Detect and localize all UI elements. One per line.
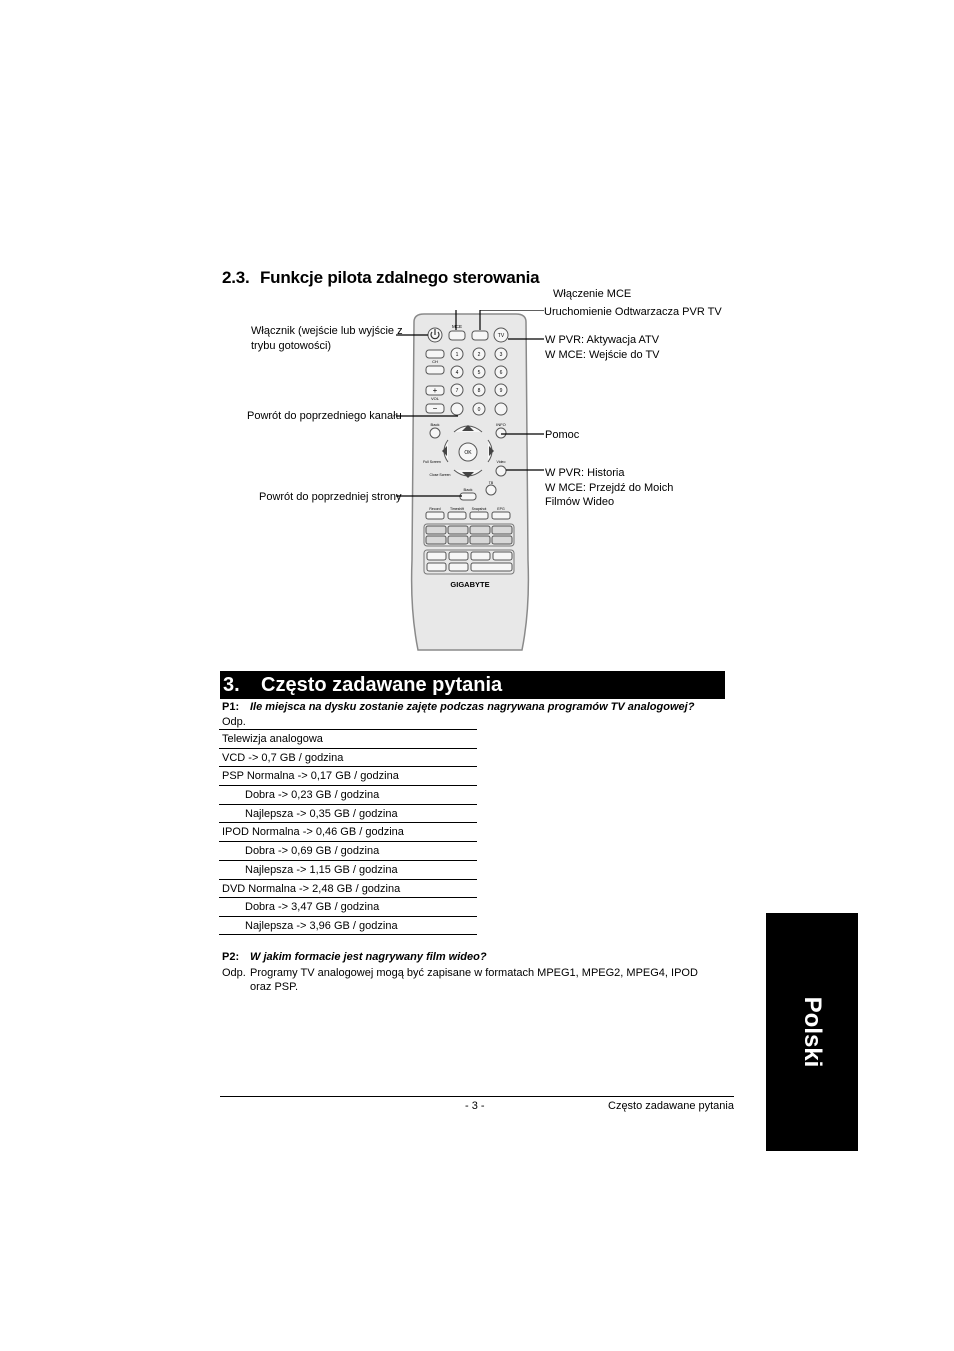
- table-cell: Najlepsza -> 0,35 GB / godzina: [245, 807, 398, 820]
- chapter-number: 3.: [223, 674, 240, 696]
- svg-text:Record: Record: [429, 507, 441, 511]
- table-row: [219, 822, 477, 841]
- table-cell: Telewizja analogowa: [222, 733, 323, 745]
- table-row: [219, 897, 477, 916]
- table-row: [219, 804, 477, 823]
- section-title: Funkcje pilota zdalnego sterowania: [260, 268, 540, 287]
- video-key: [496, 466, 506, 476]
- svg-text:Video: Video: [496, 460, 506, 464]
- svg-text:EPG: EPG: [497, 507, 505, 511]
- callout-prev-channel: Powrót do poprzedniego kanału: [247, 410, 402, 422]
- callout-prev-page: Powrót do poprzedniej strony: [259, 491, 402, 503]
- chapter-heading: [223, 674, 502, 697]
- table-row: [219, 860, 477, 879]
- svg-text:−: −: [432, 404, 438, 413]
- page-number: - 3 -: [465, 1100, 485, 1112]
- svg-text:1: 1: [455, 352, 459, 358]
- svg-text:Snapshot: Snapshot: [471, 507, 487, 511]
- table-cell: Najlepsza -> 3,96 GB / godzina: [245, 919, 398, 932]
- remote-brand-logo: GIGABYTE: [450, 580, 490, 589]
- section-heading: [222, 268, 539, 288]
- callout-pvr-launch: Uruchomienie Odtwarzacza PVR TV: [544, 306, 722, 318]
- footer-rule: [220, 1096, 734, 1097]
- callout-power: Włącznik (wejście lub wyjście z trybu gotowości): [251, 325, 403, 352]
- svg-text:8: 8: [477, 388, 481, 394]
- table-cell: VCD -> 0,7 GB / godzina: [222, 751, 344, 764]
- pvr-key: [472, 331, 488, 340]
- svg-text:Close Screen: Close Screen: [429, 473, 451, 477]
- remote-control-illustration: [396, 310, 544, 656]
- svg-text:+: +: [432, 386, 438, 395]
- table-cell: Dobra -> 3,47 GB / godzina: [245, 901, 380, 914]
- svg-text:9: 9: [499, 388, 503, 394]
- table-row: [219, 785, 477, 804]
- table-row: [219, 729, 477, 748]
- svg-text:OK: OK: [464, 450, 472, 456]
- svg-text:0: 0: [477, 407, 481, 413]
- svg-text:2: 2: [477, 352, 481, 358]
- svg-text:4: 4: [455, 370, 459, 376]
- table-row: [219, 766, 477, 785]
- back-key: [460, 493, 476, 500]
- table-row: [219, 748, 477, 767]
- callout-history: W PVR: Historia W MCE: Przejdź do Moich Filmów Wideo: [545, 467, 674, 508]
- table-row: [219, 879, 477, 898]
- question-1-label: P1:: [222, 701, 240, 713]
- table-cell: Dobra -> 0,23 GB / godzina: [245, 789, 380, 802]
- table-row: [219, 916, 477, 935]
- footer-title: Często zadawane pytania: [608, 1100, 734, 1112]
- table-cell: PSP Normalna -> 0,17 GB / godzina: [222, 770, 399, 783]
- answer-2: [222, 966, 722, 994]
- callout-atv: W PVR: Aktywacja ATV W MCE: Wejście do TV: [545, 334, 660, 361]
- svg-text:Back: Back: [430, 422, 440, 427]
- svg-text:VOL: VOL: [430, 396, 440, 401]
- svg-text:CH: CH: [432, 359, 438, 364]
- question-2: [222, 951, 487, 963]
- chapter-title: Często zadawane pytania: [261, 674, 503, 696]
- answer-2-text: Programy TV analogowej mogą być zapisane w formatach MPEG1, MPEG2, MPEG4, IPOD oraz PSP.: [250, 967, 698, 993]
- svg-text:Full Screen: Full Screen: [423, 460, 441, 464]
- question-2-text: W jakim formacie jest nagrywany film wideo?: [250, 951, 487, 963]
- svg-text:Timeshift: Timeshift: [449, 507, 465, 511]
- svg-text:5: 5: [477, 370, 481, 376]
- table-cell: Najlepsza -> 1,15 GB / godzina: [245, 863, 398, 876]
- table-cell: IPOD Normalna -> 0,46 GB / godzina: [222, 826, 404, 839]
- svg-text:INFO: INFO: [496, 422, 506, 427]
- question-2-label: P2:: [222, 951, 240, 963]
- question-1: [222, 701, 694, 713]
- callout-help: Pomoc: [545, 429, 580, 441]
- svg-text:7: 7: [455, 388, 459, 394]
- table-cell: Dobra -> 0,69 GB / godzina: [245, 845, 380, 858]
- recall-key: [451, 403, 463, 415]
- callout-mce-on: Włączenie MCE: [553, 288, 632, 300]
- question-1-text: Ile miejsca na dysku zostanie zajęte podczas nagrywana programów TV analogowej?: [250, 701, 695, 713]
- section-number: 2.3.: [222, 268, 250, 287]
- svg-text:3: 3: [499, 352, 503, 358]
- svg-text:TB: TB: [488, 481, 494, 485]
- table-row: [219, 841, 477, 860]
- help-key: [496, 428, 506, 438]
- mce-key: [449, 331, 465, 340]
- answer-1-label: Odp.: [222, 716, 246, 728]
- answer-2-label: Odp.: [222, 967, 246, 979]
- language-side-tab-label: Polski: [799, 996, 826, 1068]
- svg-text:Back: Back: [463, 487, 473, 492]
- svg-text:MCE: MCE: [452, 324, 462, 329]
- table-cell: DVD Normalna -> 2,48 GB / godzina: [222, 882, 401, 895]
- storage-table: [219, 729, 477, 935]
- svg-text:TV: TV: [497, 333, 505, 339]
- svg-text:6: 6: [499, 370, 503, 376]
- remote-body: [412, 314, 529, 650]
